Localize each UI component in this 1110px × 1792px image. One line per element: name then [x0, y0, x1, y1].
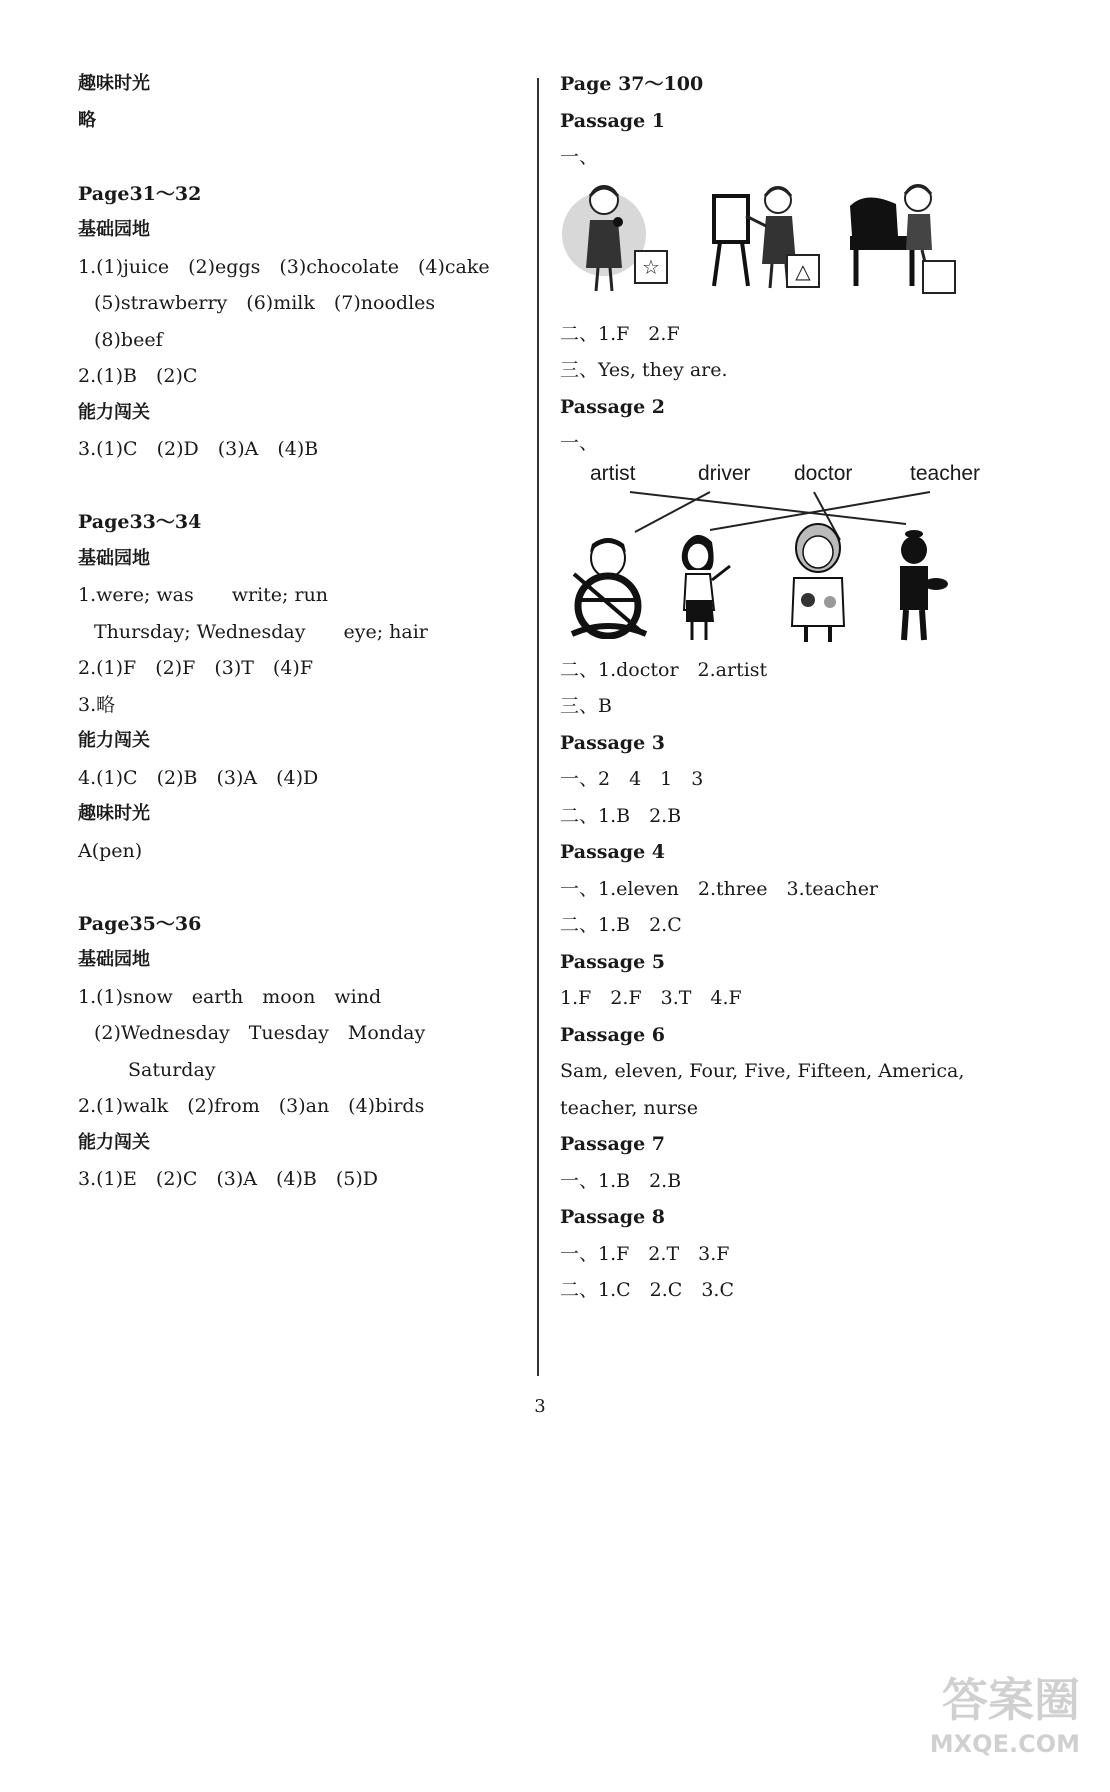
- girl-pictures: [560, 176, 1060, 316]
- answer-line: 二、1.doctor 2.artist: [560, 658, 768, 681]
- answer-line: 1.(1)snow earth moon wind: [78, 985, 382, 1008]
- section-heading: 基础园地: [78, 949, 150, 970]
- answer-line: 3.(1)C (2)D (3)A (4)B: [78, 438, 319, 460]
- answer-line: 二、1.F 2.F: [560, 322, 680, 345]
- page-number: 3: [534, 1396, 546, 1417]
- answer-line: 1.were; was write; run: [78, 584, 329, 606]
- left-column: [78, 66, 538, 1198]
- answer-line: 二、1.C 2.C 3.C: [560, 1279, 734, 1301]
- page-heading: Passage 7: [560, 1133, 666, 1155]
- watermark-logo: [890, 1664, 1080, 1774]
- section-heading: 基础园地: [78, 547, 150, 569]
- page-heading: Page33～34: [78, 511, 202, 533]
- answer-box-empty: [922, 260, 956, 294]
- page-heading: Page31～32: [78, 182, 202, 205]
- page-heading: Passage 4: [560, 841, 666, 863]
- answer-line: A(pen): [78, 839, 143, 862]
- watermark-url: MXQE.COM: [929, 1730, 1080, 1758]
- answer-box-triangle: △: [786, 254, 820, 288]
- page-heading: Passage 5: [560, 950, 666, 973]
- answer-line: Sam, eleven, Four, Five, Fifteen, America,: [560, 1060, 965, 1082]
- answer-line: 3.略: [78, 693, 116, 716]
- passage-title: Passage 1: [560, 109, 666, 132]
- section-heading: 能力闯关: [78, 730, 150, 751]
- page-heading: Passage 6: [560, 1023, 666, 1046]
- page-heading: Page35～36: [78, 912, 202, 935]
- teacher-icon: [670, 526, 740, 646]
- answer-line: 1.(1)juice (2)eggs (3)chocolate (4)cake: [78, 255, 490, 278]
- answer-line: Saturday: [128, 1058, 216, 1081]
- spacer: [78, 139, 538, 176]
- page-heading: Passage 3: [560, 731, 666, 754]
- answer-line: 三、Yes, they are.: [560, 359, 728, 381]
- answer-line: (2)Wednesday Tuesday Monday: [94, 1022, 426, 1044]
- question-number: 一、: [560, 146, 599, 168]
- occupation-label: driver: [698, 461, 751, 485]
- answer-line: 2.(1)B (2)C: [78, 365, 198, 387]
- spacer: [78, 869, 538, 906]
- doctor-icon: [780, 522, 860, 646]
- answer-line: 4.(1)C (2)B (3)A (4)D: [78, 766, 319, 789]
- answer-line: teacher, nurse: [560, 1096, 698, 1119]
- answer-line: (8)beef: [94, 328, 163, 351]
- spacer: [78, 468, 538, 505]
- section-heading: 略: [78, 109, 96, 131]
- answer-box-star: ☆: [634, 250, 668, 284]
- answer-line: 一、1.F 2.T 3.F: [560, 1242, 730, 1265]
- right-remaining-answers: [560, 725, 1060, 1309]
- answer-line: (5)strawberry (6)milk (7)noodles: [94, 292, 436, 314]
- answer-line: 三、B: [560, 695, 612, 717]
- watermark-text: 答案圈: [942, 1673, 1080, 1727]
- occupation-label: doctor: [794, 461, 853, 485]
- answer-line: 一、2 4 1 3: [560, 768, 704, 790]
- section-heading: 能力闯关: [78, 401, 150, 423]
- answer-line: 一、1.B 2.B: [560, 1169, 682, 1192]
- answer-line: 二、1.B 2.B: [560, 804, 682, 827]
- right-column: [560, 66, 1060, 1309]
- section-heading: 基础园地: [78, 219, 150, 240]
- section-heading: 能力闯关: [78, 1131, 150, 1153]
- passage-title: Passage 2: [560, 395, 666, 418]
- section-header: Page 37～100: [560, 73, 704, 95]
- answer-line: 3.(1)E (2)C (3)A (4)B (5)D: [78, 1168, 379, 1190]
- occupation-matching: [560, 462, 1060, 652]
- answer-line: 一、1.eleven 2.three 3.teacher: [560, 877, 879, 900]
- page-heading: Passage 8: [560, 1206, 666, 1228]
- answer-line: 2.(1)walk (2)from (3)an (4)birds: [78, 1095, 425, 1117]
- driver-icon: [566, 534, 656, 639]
- question-number: 一、: [560, 432, 599, 454]
- answer-line: 2.(1)F (2)F (3)T (4)F: [78, 657, 314, 679]
- answer-line: Thursday; Wednesday eye; hair: [94, 620, 428, 643]
- answer-line: 二、1.B 2.C: [560, 914, 682, 936]
- answer-line: 1.F 2.F 3.T 4.F: [560, 987, 742, 1009]
- occupation-label: artist: [590, 461, 636, 485]
- occupation-label: teacher: [910, 461, 981, 485]
- section-heading: 趣味时光: [78, 803, 150, 824]
- section-heading: 趣味时光: [78, 73, 150, 94]
- artist-icon: [892, 526, 952, 646]
